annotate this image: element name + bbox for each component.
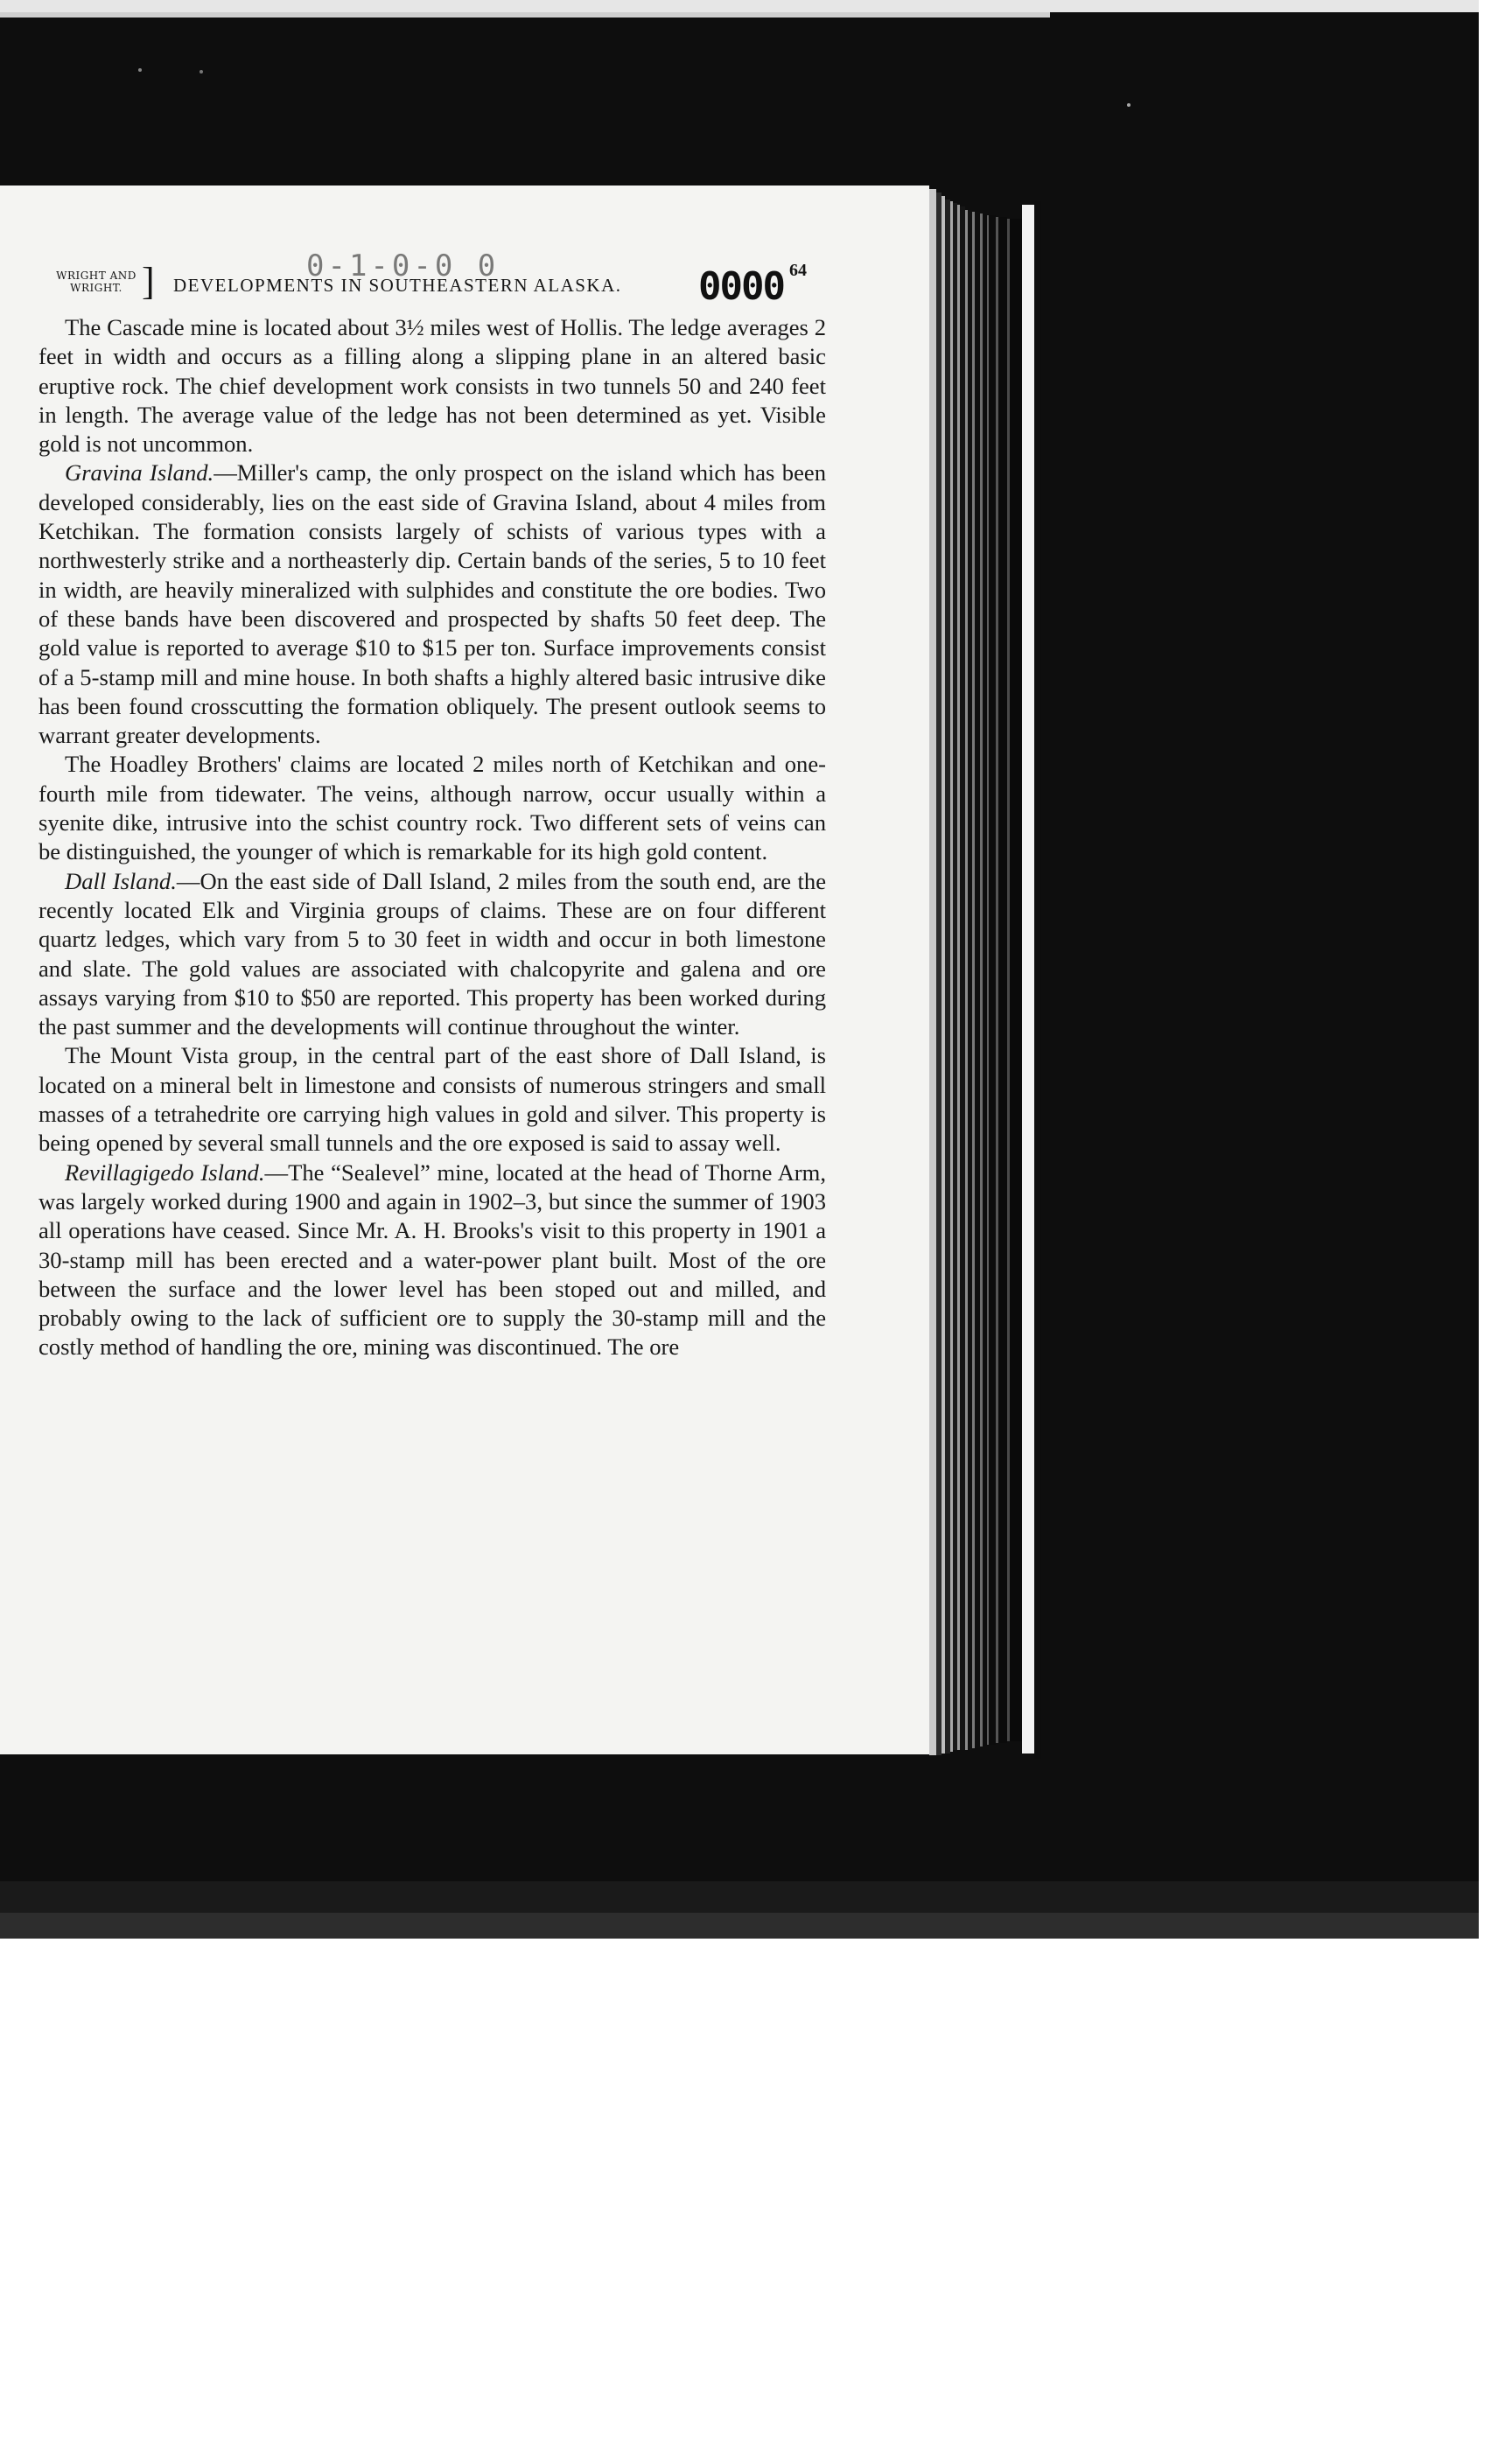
author-line-2: WRIGHT. <box>70 282 122 294</box>
paragraph-dall-island <box>38 867 826 1042</box>
paragraph-text: —The “Sealevel” mine, located at the head of Thorne Arm, was largely worked during 1900 and again in 1902–3, but since the summer of 1903 all operations have ceased. Since Mr. A. H. Brooks's visit to this property in 1901 a 30-stamp mill has been erected and a water-power plant built. Most of the ore between the surface and the lower level has been stoped out and milled, and probably owing to the lack of sufficient ore to supply the 30-stamp mill and the costly method of handling the ore, mining was discontinued. The ore <box>38 1158 826 1361</box>
paragraph-mount-vista <box>38 1041 826 1158</box>
paragraph-hoadley-brothers <box>38 750 826 866</box>
paragraph-gravina-island <box>38 458 826 750</box>
book-edge <box>929 189 936 1755</box>
header-bracket: ] <box>142 260 155 303</box>
paragraph-text: The Hoadley Brothers' claims are located 2 miles north of Ketchikan and one-fourth mile from tidewater. The veins, although narrow, occur usually within a syenite dike, intrusive into the schist country rock. Two different sets of veins can be distinguished, the younger of which is remarkable for its high gold content. <box>38 751 826 865</box>
author-note <box>44 270 149 294</box>
paragraph-text: The Mount Vista group, in the central part of the east shore of Dall Island, is located on a mineral belt in limestone and consists of numerous stringers and small masses of a tetrahedrite ore carrying high values in gold and silver. This property is being opened by several small tunnels and the ore exposed is said to assay well. <box>38 1042 826 1157</box>
page-number: 64 <box>789 261 807 280</box>
stamp-overprint: 0-1-0-0 0 <box>306 248 500 284</box>
paragraph-text: The Cascade mine is located about 3½ miles west of Hollis. The ledge averages 2 feet in width and occurs as a filling along a slipping plane in an altered basic eruptive rock. The chief development work consists in two tunnels 50 and 240 feet in length. The average value of the ledge has not been determined as yet. Visible gold is not uncommon. <box>38 314 826 458</box>
book-page <box>0 186 929 1754</box>
paragraph-cascade-mine <box>38 313 826 458</box>
paragraph-heading: Gravina Island. <box>65 459 214 486</box>
body-text <box>38 313 826 1362</box>
paragraph-heading: Dall Island. <box>65 867 177 894</box>
running-title: DEVELOPMENTS IN SOUTHEASTERN ALASKA. <box>173 275 622 296</box>
archive-stamp-number: 0000 <box>698 264 784 309</box>
paragraph-revillagigedo-island <box>38 1158 826 1362</box>
author-line-1: WRIGHT AND <box>56 270 136 282</box>
paragraph-text: —Miller's camp, the only prospect on the island which has been developed considerably, lies on the east side of Gravina Island, about 4 miles from Ketchikan. The formation consists largely of schists of various types with a northwesterly strike and a northeasterly dip. Certain bands of the series, 5 to 10 feet in width, are heavily mineralized with sulphides and constitute the ore bodies. Two of these bands have been discovered and prospected by shafts 50 feet deep. The gold value is reported to average $10 to $15 per ton. Surface improvements consist of a 5-stamp mill and mine house. In both shafts a highly altered basic intrusive dike has been found crosscutting the formation obliquely. The present outlook seems to warrant greater developments. <box>38 459 826 749</box>
paragraph-text: —On the east side of Dall Island, 2 miles from the south end, are the recently located Elk and Virginia groups of claims. These are on four different quartz ledges, which vary from 5 to 30 feet in width and occur in both limestone and slate. The gold values are associated with chalcopyrite and galena and ore assays varying from $10 to $50 are reported. This property has been worked during the past summer and the developments will continue throughout the winter. <box>38 867 827 1040</box>
paragraph-heading: Revillagigedo Island. <box>65 1158 265 1186</box>
